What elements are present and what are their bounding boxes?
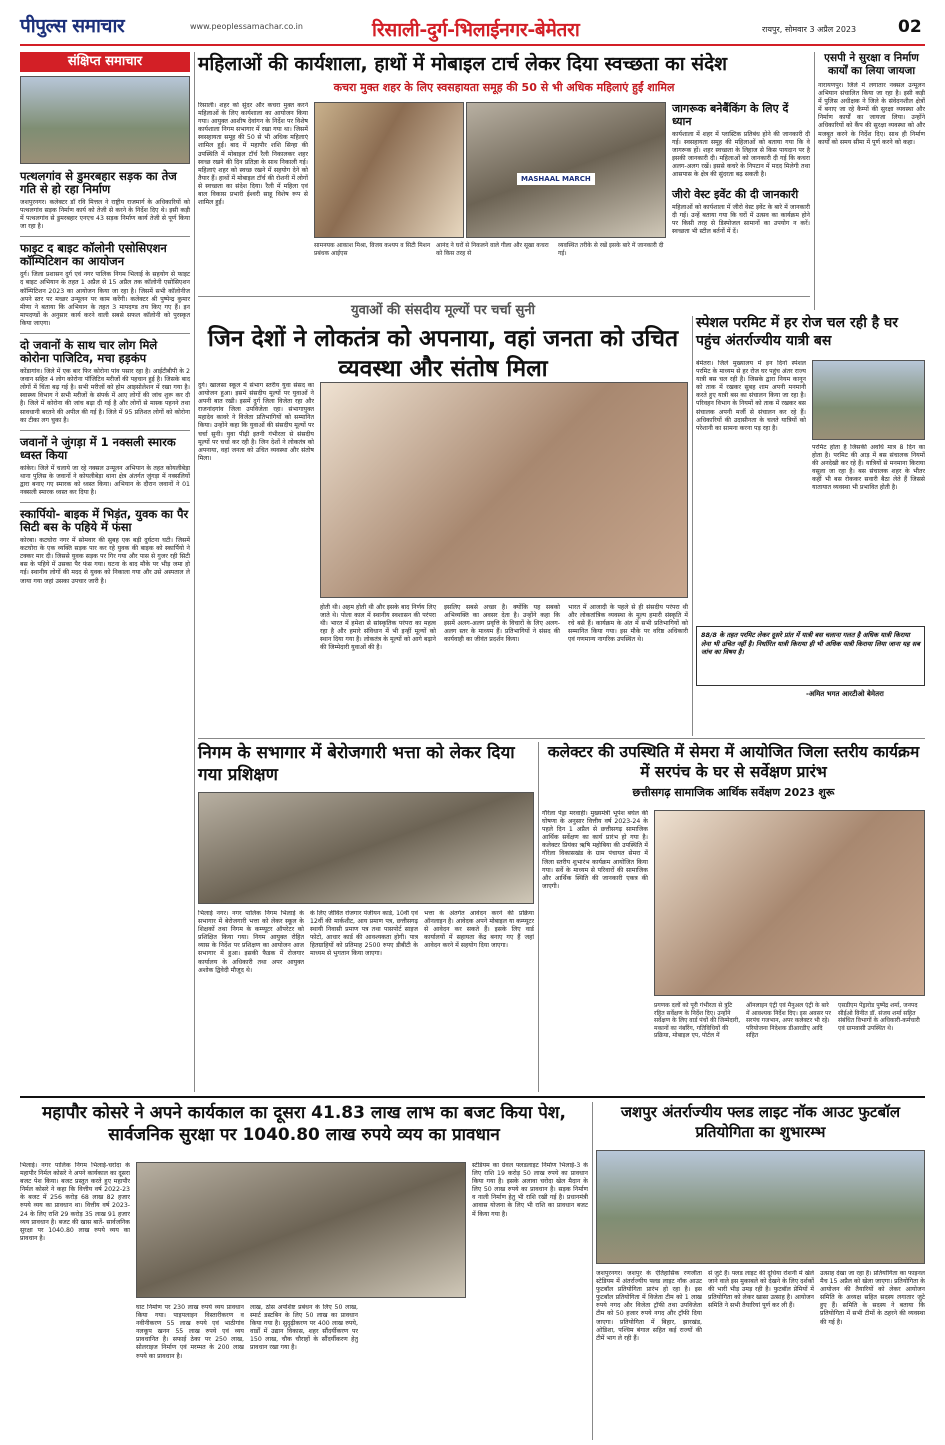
story1-caption3: व्यवस्थित तरीके से रखें इसके बारे में जानकारी दी गई। bbox=[558, 242, 664, 257]
brief-column bbox=[20, 52, 190, 1092]
story5-body2: के लिए जीवित रोजगार पंजीयन कार्ड, 10वीं एवं 12वीं की मार्कशीट, आय प्रमाण पत्र, छत्तीसगढ़ स्थायी निवासी प्रमाण पत्र तथा पासपोर्ट साइज फोटो, आधार कार्ड की आवश्यकता होगी। पात्र हितग्राहियों को प्रतिमाह 2500 रुपए डीबीटी के माध्यम से भुगतान किया जाएगा। bbox=[310, 910, 418, 958]
dateline: रायपुर, सोमवार 3 अप्रैल 2023 bbox=[762, 25, 857, 34]
story6-body: गौरेला पेंड्रा मरवाही। मुख्यमंत्री भूपेश बघेल की घोषणा के अनुसार वित्तीय वर्ष 2023-24 के पहले दिन 1 अप्रैल से छत्तीसगढ़ सामाजिक आर्थिक सर्वेक्षण का कार्य प्रारंभ हो गया है। कलेक्टर प्रियंका ऋषि महोबिया की उपस्थिति में गौरेला विकासखंड के ग्राम पंचायत सेमरा में जिला स्तरीय शुभारंभ कार्यक्रम आयोजित किया गया। सर्वे के माध्यम से परिवारों की सामाजिक और आर्थिक स्थिति की जानकारी एकत्र की जाएगी। bbox=[542, 810, 648, 890]
rto-quote: 88/8 के तहत परमिट लेकर दूसरे प्रांत में यात्री बस चलाना गलत है अधिक यात्री किराया लेना भी उचित नहीं है। निर्धारित यात्री किराया ही भी अधिक यात्री किराया लिया जाना यह सब जांच का विषय है। bbox=[701, 631, 921, 656]
banner-label: MASHAAL MARCH bbox=[517, 173, 595, 185]
story1-caption2: आनंद ने घरों से निकलने वाले गीला और सूखा कचरा को किस तरह से bbox=[436, 242, 549, 257]
story5-body3: भत्ता के अंतर्गत आवेदन करने की प्रक्रिया ऑनलाइन है। आवेदक अपने मोबाइल या कम्प्यूटर से आवेदन कर सकते हैं। इसके लिए वार्ड कार्यालयों में सहायता केंद्र बनाए गए हैं जहां आवेदन करने में सहयोग दिया जाएगा। bbox=[424, 910, 534, 950]
story-workshop bbox=[198, 52, 810, 292]
story8-body: जशपुरनगर। जशपुर के ऐतिहासिक रणजीता स्टेडियम में अंतर्राज्यीय फ्लड लाइट नॉक आउट फुटबॉल प्रतियोगिता प्रारंभ हो रहा है। इस फुटबॉल प्रतियोगिता में विजेता टीम को 1 लाख रुपये नगद और विजेता ट्रॉफी तथा उपविजेता टीम को 50 हजार रुपये नगद और ट्रॉफी दिया जाएगा। प्रतियोगिता में बिहार, झारखंड, ओडिशा, पश्चिम बंगाल सहित कई राज्यों की टीमें भाग ले रही हैं। bbox=[596, 1270, 702, 1342]
page-number: 02 bbox=[898, 17, 922, 37]
brief-item3-body: कोंडागांव। जिले में एक बार फिर कोरोना पांव पसार रहा है। आईटीबीपी के 2 जवान सहित 4 लोग कोरोना पॉजिटिव मरीजों की पहचान हुई है। जिसके बाद लोगों में चिंता बढ़ गई है। सभी मरीजों को होम आइसोलेशन में रखा गया है। स्वास्थ्य विभाग ने सभी मरीजों के संपर्क में आए लोगों की जांच शुरू कर दी है। जिले में कोरोना की जांच बढ़ा दी गई है और लोगों से मास्क पहनने तथा सावधानी बरतने की अपील की गई है। जिले में 95 प्रतिशत लोगों को कोरोना का टीका लग चुका है। bbox=[20, 368, 190, 424]
story3-kicker: एसपी ने सुरक्षा व निर्माण कार्यों का लिया जायजा bbox=[824, 52, 919, 77]
story-sp bbox=[818, 52, 925, 310]
story1-side1-body: कार्यशाला में शहर में प्लास्टिक प्रतिबंध होने की जानकारी दी गई। स्वसहायता समूह की महिलाओं को बताया गया कि वे जागरूक हों। शहर स्वच्छता के लिहाज से किस पायदान पर है इसकी जानकारी दी। महिलाओं को जानकारी दी गई कि कचरा अलग-अलग रखें। इससे कचरे के निपटान में मदद मिलेगी तथा आसपास के क्षेत्र की सुंदरता बढ़ सकती है। bbox=[672, 131, 810, 179]
website-url: www.peoplessamachar.co.in bbox=[190, 22, 303, 31]
brief-item3-title: दो जवानों के साथ चार लोग मिले कोरोना पाजिटिव, मचा हड़कंप bbox=[20, 338, 158, 366]
story6-caption3: एसडीएम पेंड्रारोड पुष्पेंद्र शर्मा, जनपद सीईओ विनीत डॉ. संजय शर्मा सहित संबंधित विभागों के अधिकारी-कर्मचारी एवं ग्रामवासी उपस्थित थे। bbox=[838, 1002, 920, 1032]
brief-item4-body: कांकेर। जिले में चलाये जा रहे नक्सल उन्मूलन अभियान के तहत कोयलीबेड़ा थाना पुलिस के जवानों ने कोयलीबेड़ा थाना क्षेत्र अंतर्गत जुंगड़ा में नक्सलियों द्वारा बनाए गए स्मारक को ध्वस्त किया। अभियान के दौरान जवानों ने 01 नक्सली स्मारक ध्वस्त कर दिया है। bbox=[20, 464, 190, 496]
rally-photo bbox=[314, 102, 464, 238]
story4-headline: स्पेशल परमिट में हर रोज चल रही है घर पहुंच अंतर्राज्यीय यात्री बस bbox=[696, 315, 899, 349]
story-football bbox=[596, 1102, 925, 1440]
story1-subhead: कचरा मुक्त शहर के लिए स्वसहायता समूह की 50 से भी अधिक महिलाएं हुईं शामिल bbox=[333, 81, 675, 94]
story-training bbox=[198, 742, 534, 1092]
brief-item4-title: जवानों ने जुंगड़ा में 1 नक्सली स्मारक ध्वस्त किया bbox=[20, 434, 176, 462]
masthead-rule bbox=[20, 44, 925, 46]
story8-body3: उत्साह देखा जा रहा है। प्रतियोगिता का फाइनल मैच 15 अप्रैल को खेला जाएगा। प्रतियोगिता के आयोजन की तैयारियों को लेकर आयोजन समिति के अध्यक्ष सहित सदस्य लगातार जुटे हुए हैं। समिति के सदस्य ने बताया कि प्रतियोगिता में सभी टीमों के ठहरने की व्यवस्था की गई है। bbox=[820, 1270, 925, 1326]
paper-logo bbox=[20, 12, 185, 40]
brief-item5-body: कोरबा। कटघोरा नगर में सोमवार की सुबह एक बड़ी दुर्घटना घटी। जिसमें कटघोरा के एक व्यक्ति सड़क पार कर रहे युवक की बाइक को स्कार्पियो ने टक्कर मार दी। जिससे युवक सड़क पर गिर गया और पास से गुजर रही सिटी बस के पहिये में उसका पैर फंस गया। घटना के बाद मौके पर भीड़ जमा हो गई। स्थानीय लोगों की मदद से युवक को निकाला गया और उसे अस्पताल ले जाया गया जहां उसका उपचार जारी है। bbox=[20, 537, 190, 585]
story1-body: रिसाली। शहर को सुंदर और कचरा मुक्त करने महिलाओं के लिए कार्यशाला का आयोजन किया गया। आयुक्त आशीष देवांगन के निर्देश पर विशेष कार्यशाला निगम सभागार में रखा गया था। जिसमें स्वसहायता समूह की 50 से भी अधिक महिलाएं शामिल हुईं। बाद में महापौर शशि सिन्हा की उपस्थिति में मोबाइल टॉर्च रैली निकालकर शहर स्वच्छ रखने की दिन प्रतिज्ञा के साथ निकाली गई। महिलाएं शहर को स्वच्छ रखने में सहयोग देने को तैयार हैं। हाथों में मोबाइल टॉर्च की रोशनी में लोगों से स्वच्छता का संदेश दिया। रैली में महिला एवं बाल विकास प्रभारी ईश्वरी साहू विशेष रूप से शामिल हुईं। bbox=[198, 102, 308, 207]
training-photo bbox=[198, 792, 534, 904]
masthead bbox=[0, 0, 945, 46]
brief-item2-title: फाइट द बाइट कॉलोनी एसोसिएशन कॉम्पिटिशन का आयोजन bbox=[20, 241, 167, 269]
survey-photo bbox=[654, 810, 925, 996]
story2-body1: दुर्ग। खालसा स्कूल में संभाग स्तरीय युवा संसद का आयोजन हुआ। इसमें संसदीय मूल्यों पर युवाओं ने अपनी बात रखी। इसमें दुर्ग जिला विजेता रहा और राजनांदगांव जिला उपविजेता रहा। संभागायुक्त महादेव कावरे ने विजेता प्रतिभागियों को सम्मानित किया। उन्होंने कहा कि युवाओं की संसदीय मूल्यों पर चर्चा सुनी। युवा पीढ़ी इतनी गंभीरता से संसदीय मूल्यों पर चर्चा कर रही है। जिन देशों ने लोकतंत्र को अपनाया, वहां जनता को उचित व्यवस्था और संतोष मिला। bbox=[198, 382, 314, 462]
story6-headline: कलेक्टर की उपस्थिति में सेमरा में आयोजित जिला स्तरीय कार्यक्रम में सरपंच के घर से सर्वेक्षण प्रारंभ bbox=[547, 743, 920, 781]
story5-headline: निगम के सभागार में बेरोजगारी भत्ता को लेकर दिया गया प्रशिक्षण bbox=[198, 743, 515, 785]
story2-kicker: युवाओं की संसदीय मूल्यों पर चर्चा सुनी bbox=[351, 303, 535, 318]
story-budget bbox=[20, 1102, 588, 1440]
story3-body: नारायणपुर। जिले में लगातार नक्सल उन्मूलन अभियान संचालित किया जा रहा है। इसी कड़ी में पुलिस अधीक्षक ने जिले के संवेदनशील क्षेत्रों में बनाए जा रहे कैम्पों की सुरक्षा व्यवस्था और निर्माण कार्यों का जायजा लिया। उन्होंने अधिकारियों को कैंप की सुरक्षा व्यवस्था को और मजबूत करने के निर्देश दिए। साथ ही निर्माण कार्यों को समय सीमा में पूर्ण करने को कहा। bbox=[818, 82, 925, 146]
story4-body2: परमिट होता है जिसकी अवधि मात्र 8 दिन का होता है। परमिट की आड़ में बस संचालक नियमों की अनदेखी कर रहे हैं। यात्रियों से मनमाना किराया वसूला जा रहा है। बस संचालक शहर के भीतर कहीं भी बस रोककर सवारी बैठा लेते हैं जिससे यातायात व्यवस्था भी प्रभावित होती है। bbox=[812, 444, 925, 492]
story4-body: बेमेतरा। जिले मुख्यालय में इन दिनों स्पेशल परमिट के माध्यम से हर रोज घर पहुंच अंतर राज्य यात्री बस चल रही है। जिसके द्वारा नियम कानून को ताक में रखकर सुबह शाम अपनी मनमानी करते हुए यात्री बस का संचालन किया जा रहा है। परिवहन विभाग के नियमों को ताक में रखकर बस संचालक अपनी मर्जी से संचालन कर रहे हैं। अधिकारियों की उदासीनता के चलते यात्रियों को परेशानी का सामना करना पड़ रहा है। bbox=[696, 360, 806, 432]
story-parliament bbox=[198, 300, 688, 730]
story2-body2: होती थी। अहम होती थी और इसके बाद निर्णय लिए जाते थे। पोला काल में स्थानीय स्वशासन की परंपरा थी। भारत में हमेशा से सांस्कृतिक परंपरा का महत्व रहा है और हमारे संविधान में भी इन्हीं मूल्यों को स्थान दिया गया है। लोकतंत्र के मूल्यों को आगे बढ़ाने की जिम्मेदारी युवाओं की है। bbox=[320, 604, 436, 652]
brief-item1-body: जशपुरनगर। कलेक्टर डॉ रवि मित्तल ने राष्ट्रीय राजमार्ग के अधिकारियों को पत्थलगांव सड़क निर्माण कार्य को तेजी से करने के निर्देश दिए थे। इसी कड़ी में पत्थलगांव से डुमरबहार एनएच 43 सड़क निर्माण कार्य तेजी से पूर्ण किया जा रहा है। bbox=[20, 199, 190, 231]
brief-item1-title: पत्थलगांव से डुमरबहार सड़क का तेज गति से हो रहा निर्माण bbox=[20, 169, 177, 196]
paper-name: पीपुल्स समाचार bbox=[20, 15, 125, 37]
stadium-photo bbox=[596, 1150, 925, 1264]
story5-body1: भिलाई नगर। नगर पालिक निगम भिलाई के सभागार में बेरोजगारी भत्ता को लेकर स्कूल के शिक्षकों तथा निगम के कम्प्यूटर ऑपरेटर को प्रशिक्षित किया गया। निगम आयुक्त रोहित व्यास के निर्देश पर प्रशिक्षण का आयोजन आज सभागार में हुआ। इसकी फैडक में रोजगार कार्यालय के अधिकारी तथा अपर आयुक्त अशोक द्विवेदी मौजूद थे। bbox=[198, 910, 304, 974]
story1-side2-body: महिलाओं को कार्यशाला में जीरो वेस्ट इवेंट के बारे में जानकारी दी गई। उन्हें बताया गया कि घरों में उत्सव का कार्यक्रम होने पर किसी तरह से डिस्पोजल सामानों का उपयोग न करें। स्वच्छता भी स्टील बर्तनों में दें। bbox=[672, 203, 810, 235]
brief-item2-body: दुर्ग। जिला प्रशासन दुर्ग एवं नगर पालिक निगम भिलाई के सहयोग से फाइट द बाइट अभियान के तहत 1 अप्रैल से 15 अप्रैल तक कॉलोनी एसोसिएशन कॉम्पिटिशन 2023 का आयोजन किया जा रहा है। जिसमें सभी कॉलोनीज अपने स्तर पर मच्छर उन्मूलन पर काम करेंगी। कलेक्टर श्री पुष्पेन्द्र कुमार मीणा ने बताया कि अभियान के तहत 3 मापदण्ड तय किए गए हैं। इन मापदण्डों के अनुसार कार्य करने वाली सबसे सफल कॉलोनी को पुरस्कृत किया जाएगा। bbox=[20, 271, 190, 327]
bus-photo bbox=[812, 360, 925, 440]
story7-body1: भिलाई। नगर पालिक निगम भिलाई-चरोदा के महापौर निर्मल कोसरे ने अपने कार्यकाल का दूसरा बजट पेश किया। बजट प्रस्तुत करते हुए महापौर निर्मल कोसरे ने कहा कि वित्तीय वर्ष 2022-23 के बजट में 256 करोड़ 68 लाख 82 हजार रुपये व्यय का प्रावधान था। वित्तीय वर्ष 2023-24 के लिए राशि 29 करोड़ 35 लाख 91 हजार व्यय प्रावधान है। बजट की खास बातें- सार्वजनिक सुरक्षा पर 1040.80 लाख रुपये व्यय का प्रावधान है। bbox=[20, 1162, 130, 1242]
road-photo bbox=[20, 76, 190, 164]
rto-quote-box bbox=[696, 626, 925, 686]
banner-photo bbox=[466, 102, 666, 238]
story1-side2-title: जीरो वेस्ट इवेंट की दी जानकारी bbox=[672, 187, 799, 201]
story1-headline: महिलाओं की कार्यशाला, हाथों में मोबाइल टार्च लेकर दिया स्वच्छता का संदेश bbox=[198, 53, 728, 75]
story6-subhead: छत्तीसगढ़ सामाजिक आर्थिक सर्वेक्षण 2023 शुरू bbox=[632, 786, 835, 799]
brief-item5-title: स्कार्पियो- बाइक में भिड़ंत, युवक का पैर सिटी बस के पहिये में फंसा bbox=[20, 507, 189, 535]
story1-caption1: सामनयक आकाश मिश्रा, विजय कश्यप व सिटी मिशन प्रबंधक आईएस bbox=[314, 242, 431, 257]
story8-body2: से जुटे हैं। फ्लड लाइट की दूधिया रोशनी में खेले जाने वाले इस मुकाबले को देखने के लिए दर्शकों की भारी भीड़ उमड़ रही है। फुटबॉल प्रेमियों में प्रतियोगिता को लेकर खासा उत्साह है। आयोजन समिति ने सभी तैयारियां पूर्ण कर ली हैं। bbox=[708, 1270, 814, 1310]
story7-body2: घाट निर्माण पर 230 लाख रुपये व्यय प्रावधान किया गया। पाइपलाइन विस्तारीकरण व नवीनीकरण 55 लाख रुपये एवं भाठीगांव नलकूप खनन 55 लाख रुपये एवं व्यय प्रावधानित है। सफाई ठेका पर 250 लाख, सोलराइज निर्माण एवं मरम्मत के 200 लाख रुपये का प्रावधान है। bbox=[136, 1304, 244, 1360]
story-survey bbox=[542, 742, 925, 1092]
story6-caption1: प्रगणक दलों को पूरी गंभीरता से त्रुटि रहित सर्वेक्षण के निर्देश दिए। उन्होंने सर्वेक्षण के लिए वार्ड पंचों की जिम्मेदारी, मकानों का नंबरिंग, गतिविधियों की प्रक्रिया, मोबाइल एप, पोर्टल में bbox=[654, 1002, 741, 1039]
story7-body3: लाख, ठोस अपशिष्ट प्रबंधन के लिए 50 लाख, स्मार्ट डस्टबिन के लिए 50 लाख का प्रावधान किया गया है। सुदृढ़ीकरण पर 400 लाख रुपये, वार्डों में उद्यान विकास, शहर सौंदर्यीकरण पर 150 लाख, चौक चौराहों के सौंदर्यीकरण हेतु प्रावधान रखा गया है। bbox=[250, 1304, 358, 1352]
story-bus bbox=[696, 314, 925, 734]
story7-body4: स्टेडियम का ग्रेवल फ्लडलाइट निर्माण भिलाई-3 के लिए राशि 19 करोड़ 50 लाख रुपये का प्रावधान किया गया है। इसके अलावा चरोदा खेल मैदान के लिए 50 लाख रुपये का प्रावधान है। सड़क निर्माण व नाली निर्माण हेतु भी राशि रखी गई है। प्रधानमंत्री आवास योजना के लिए भी राशि का प्रावधान बजट में किया गया है। bbox=[472, 1162, 588, 1218]
story7-headline: महापौर कोसरे ने अपने कार्यकाल का दूसरा 41.83 लाख लाभ का बजट किया पेश, सार्वजनिक सुरक्षा पर 1040.80 लाख रुपये व्यय का प्रावधान bbox=[42, 1103, 566, 1145]
budget-photo bbox=[136, 1162, 466, 1298]
students-photo bbox=[320, 382, 688, 598]
story2-body3: इसलिए सबसे अच्छा है। क्योंकि यह सबको अभिव्यक्ति का अवसर देता है। उन्होंने कहा कि इसमें अलग-अलग प्रवृत्ति के विचारों के लिए अलग-अलग स्तर के माध्यम हैं। प्रतिभागियों ने संसद की कार्यवाही का जीवंत प्रदर्शन किया। bbox=[444, 604, 560, 644]
section-title: रिसाली-दुर्ग-भिलाईनगर-बेमेतरा bbox=[372, 19, 580, 41]
story6-caption2: ऑनलाइन एंट्री एवं मैनुअल एंट्री के बारे में आवश्यक निर्देश दिए। इस अवसर पर सरपंच गजभान, अपर कलेक्टर भी रहे। परियोजना निदेशक डीआरडीए आदि सहित bbox=[746, 1002, 831, 1039]
story2-headline: जिन देशों ने लोकतंत्र को अपनाया, वहां जनता को उचित व्यवस्था और संतोष मिला bbox=[207, 326, 679, 382]
brief-header: संक्षिप्त समाचार bbox=[20, 52, 190, 72]
rto-quote-author: -अमित भगत आरटीओ बेमेतरा bbox=[806, 690, 884, 698]
story8-headline: जशपुर अंतर्राज्यीय फ्लड लाइट नॉक आउट फुटबॉल प्रतियोगिता का शुभारम्भ bbox=[620, 1103, 901, 1141]
story2-body4: भारत में आजादी के पहले से ही संसदीय परंपरा थी और लोकतांत्रिक व्यवस्था के मूल्य हमारी संस्कृति में रचे बसे हैं। कार्यक्रम के अंत में सभी प्रतिभागियों को सम्मानित किया गया। इस मौके पर वरिष्ठ अधिकारी एवं गणमान्य नागरिक उपस्थित थे। bbox=[568, 604, 688, 644]
story1-side1-title: जागरूक बनेबैंकिंग के लिए दें ध्यान bbox=[672, 102, 789, 128]
